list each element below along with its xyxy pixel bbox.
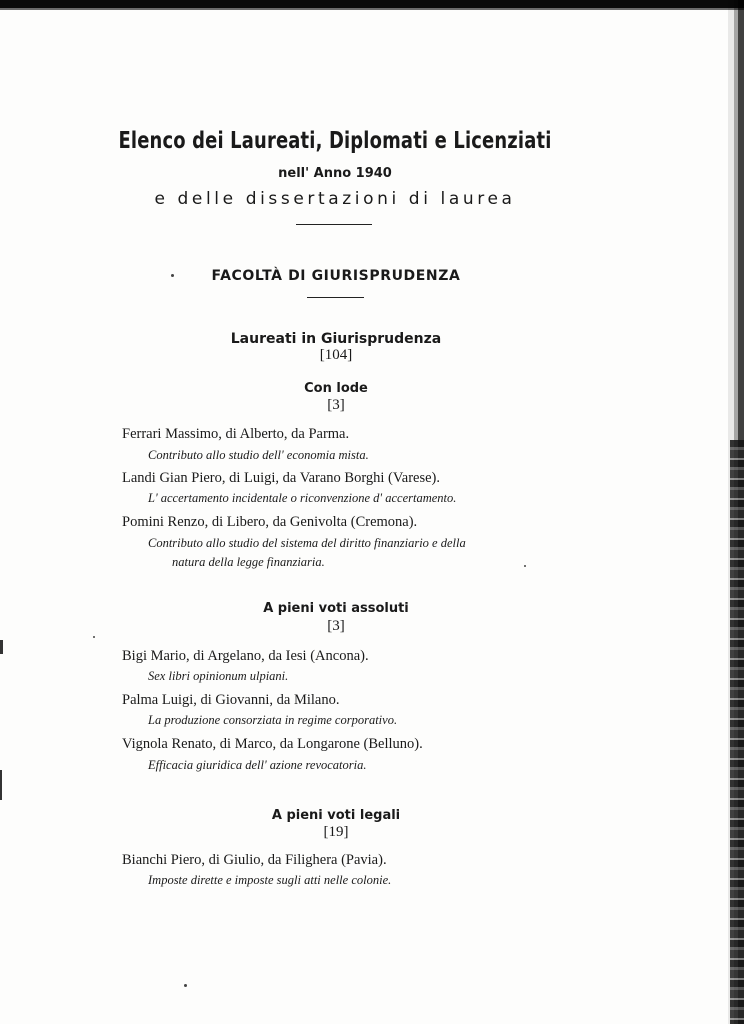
title-divider <box>296 224 372 225</box>
thesis-title: Contributo allo studio dell' economia mista. <box>148 448 369 462</box>
thesis-title: Imposte dirette e imposte sugli atti nelle colonie. <box>148 873 392 887</box>
graduate-name: Pomini Renzo, di Libero, da Genivolta (Cremona). <box>122 514 418 530</box>
faculty-heading: FACOLTÀ DI GIURISPRUDENZA <box>211 268 461 284</box>
graduate-name: Palma Luigi, di Giovanni, da Milano. <box>122 692 340 708</box>
scan-right-edge-shadow <box>730 440 744 1024</box>
year-line: nell' Anno 1940 <box>278 166 392 181</box>
section-heading-pieni-voti-legali: A pieni voti legali <box>271 808 401 823</box>
section-heading-con-lode: Con lode <box>304 381 368 396</box>
thesis-title: Contributo allo studio del sistema del diritto finanziario e della natura della legge finanziaria. <box>148 536 466 569</box>
thesis-title: La produzione consorziata in regime corporativo. <box>148 713 398 727</box>
degree-count: [104] <box>319 347 353 363</box>
thesis-title: Efficacia giuridica dell' azione revocatoria. <box>148 758 367 772</box>
scan-left-mark <box>0 640 3 654</box>
page-subtitle: e delle dissertazioni di laurea <box>154 189 516 209</box>
section-count: [19] <box>323 824 349 840</box>
section-count: [3] <box>327 618 345 634</box>
degree-heading: Laureati in Giurisprudenza <box>230 331 442 347</box>
graduate-name: Bigi Mario, di Argelano, da Iesi (Ancona). <box>122 648 369 664</box>
section-count: [3] <box>327 397 345 413</box>
faculty-divider <box>307 297 364 298</box>
graduate-name: Landi Gian Piero, di Luigi, da Varano Borghi (Varese). <box>122 470 440 486</box>
ink-speck <box>524 565 526 567</box>
graduate-name: Ferrari Massimo, di Alberto, da Parma. <box>122 426 350 442</box>
thesis-title: Sex libri opinionum ulpiani. <box>148 669 289 683</box>
section-heading-pieni-voti-assoluti: A pieni voti assoluti <box>263 601 409 616</box>
ink-speck <box>93 636 95 638</box>
scan-left-mark <box>0 770 2 800</box>
page-title: Elenco dei Laureati, Diplomati e Licenziati <box>118 128 552 154</box>
thesis-title: L' accertamento incidentale o riconvenzione d' accertamento. <box>148 491 457 505</box>
graduate-name: Vignola Renato, di Marco, da Longarone (Belluno). <box>122 736 423 752</box>
scan-top-border <box>0 0 744 12</box>
ink-speck <box>184 984 187 987</box>
graduate-name: Bianchi Piero, di Giulio, da Filighera (Pavia). <box>122 852 387 868</box>
